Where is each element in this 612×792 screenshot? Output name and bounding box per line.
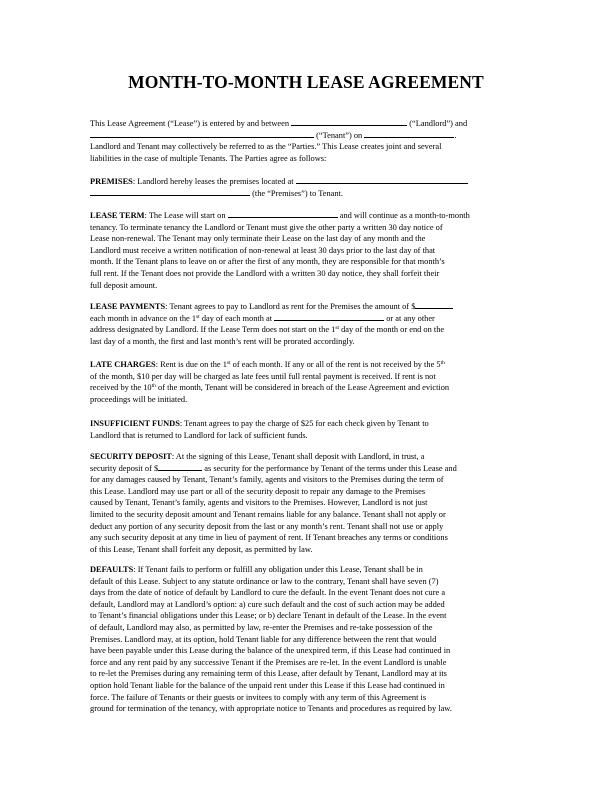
ordinal-suffix: th — [151, 383, 156, 390]
defaults-text: : If Tenant fails to perform or fulfill any obligation under this Lease, Tenant shall be in — [133, 565, 423, 574]
landlord-name-field[interactable] — [291, 118, 407, 126]
defaults-text: Premises. Landlord may, at its option, hold Tenant liable for any difference between the rent that would — [90, 634, 437, 644]
security-deposit-text: as security for the performance by Tenant of the terms under this Lease and — [202, 463, 457, 473]
defaults-text: to Tenant’s financial obligations under this Lease; or b) declare Tenant in default of the Lease. In the event — [90, 611, 447, 621]
lease-start-date-field[interactable] — [228, 210, 338, 218]
lease-payments-text: or at any other — [386, 313, 435, 323]
intro-text: liabilities in the case of multiple Tenants. The Parties agree as follows: — [90, 153, 327, 163]
late-charges-text: of each month. If any or all of the rent is not received by the 5 — [230, 360, 441, 369]
deposit-amount-field[interactable] — [158, 463, 202, 471]
lease-payments-text: day of the month or end on the — [339, 325, 445, 335]
insufficient-funds-heading: INSUFFICIENT FUNDS — [90, 419, 180, 428]
lease-term-text: and will continue as a month-to-month — [339, 211, 470, 220]
security-deposit-text: : At the signing of this Lease, Tenant shall deposit with Landlord, in trust, a — [171, 452, 425, 461]
defaults-text: force and any rent paid by any successive Tenant if the Premises are re-let. In the event Landlord is unable — [90, 657, 447, 667]
late-charges-text: of the month, $10 per day will be charged as late fees until full rental payment is received. If rent is not — [90, 371, 436, 381]
ordinal-suffix: st — [335, 325, 339, 332]
defaults-text: of default, Landlord may also, as permitted by law, re-enter the Premises and re-take possession of the — [90, 622, 433, 632]
lease-term-section — [90, 210, 530, 291]
lease-term-text: Landlord must receive a written notification of non-renewal at least 30 days prior to the last day of that — [90, 245, 436, 255]
premises-text: (the “Premises”) to Tenant. — [252, 188, 343, 198]
defaults-heading: DEFAULTS — [90, 565, 134, 574]
defaults-text: option hold Tenant liable for the balance of the unpaid rent under this Lease if this Lease had continued in — [90, 680, 445, 690]
intro-paragraph — [90, 118, 530, 164]
premises-address-field[interactable] — [296, 176, 468, 184]
security-deposit-text: limited to the security deposit amount and Tenant remains liable for any balance. Tenant shall not apply or — [90, 509, 446, 519]
defaults-text: days from the date of notice of default by Landlord to cure the default. In the event Tenant does not cure a — [90, 588, 446, 598]
security-deposit-text: for any damages caused by Tenant, Tenant’s family, agents and visitors to the Premises during the term of — [90, 475, 444, 485]
lease-payments-text: last day of a month, the first and last month’s rent will be prorated accordingly. — [90, 336, 355, 346]
defaults-text: ground for termination of the tenancy, with appropriate notice to Tenants and procedures as required by law. — [90, 704, 452, 714]
insufficient-funds-text: : Tenant agrees to pay the charge of $25 for each check given by Tenant to — [179, 419, 429, 428]
defaults-section — [90, 564, 530, 715]
premises-section — [90, 176, 530, 199]
ordinal-suffix: st — [226, 360, 231, 366]
intro-text: (“Tenant”) on — [316, 130, 363, 140]
late-charges-text: proceedings will be initiated. — [90, 394, 188, 404]
security-deposit-text: any such security deposit at any time in lieu of payment of rent. If Tenant breaches any terms or conditions — [90, 533, 448, 543]
agreement-date-field[interactable] — [364, 130, 457, 140]
lease-term-text: tenancy. To terminate tenancy the Landlord or Tenant must give the other party a written 30 day notice of — [90, 222, 443, 232]
intro-text: This Lease Agreement (“Lease”) is entered by and between — [90, 119, 290, 128]
security-deposit-text: caused by Tenant, Tenant’s family, agents and visitors to the Premises. However, Landlord is not just — [90, 498, 428, 508]
lease-payments-heading: LEASE PAYMENTS — [90, 302, 166, 311]
document-title: MONTH-TO-MONTH LEASE AGREEMENT — [128, 72, 484, 92]
intro-text: (“Landlord”) and — [409, 119, 468, 128]
security-deposit-text: deduct any portion of any security deposit from the last or any month’s rent. Tenant shall not use or apply — [90, 521, 444, 531]
defaults-text: force. The failure of Tenants or their guests or invitees to comply with any term of this Agreement is — [90, 692, 427, 702]
lease-payments-text: each month in advance on the 1 — [90, 313, 197, 323]
lease-payments-text: : Tenant agrees to pay to Landlord as rent for the Premises the amount of $ — [165, 302, 416, 311]
lease-payments-section — [90, 301, 530, 347]
security-deposit-text: security deposit of $ — [90, 463, 159, 473]
late-charges-text: received by the 10 — [90, 383, 152, 393]
defaults-text: default of this Lease. Subject to any statute ordinance or law to the contrary, Tenant shall have seven (7) — [90, 576, 439, 586]
intro-text: Landlord and Tenant may collectively be referred to as the “Parties.” This Lease creates joint and several — [90, 142, 442, 152]
payment-address-field[interactable] — [274, 313, 384, 321]
ordinal-suffix: th — [440, 360, 445, 366]
lease-term-text: : The Lease will start on — [144, 211, 226, 220]
lease-term-heading: LEASE TERM — [90, 211, 145, 220]
security-deposit-text: this Lease. Landlord may use part or all of the security deposit to repair any damage to the Premises — [90, 486, 426, 496]
lease-term-text: month. If the Tenant plans to leave on or after the first of any month, they are responsible for that month’s — [90, 257, 445, 267]
ordinal-suffix: st — [196, 313, 200, 320]
insufficient-funds-text: Landlord that is returned to Landlord for lack of sufficient funds. — [90, 430, 308, 440]
lease-term-text: Lease non-renewal. The Tenant may only terminate their Lease on the last day of any month and the — [90, 234, 426, 244]
late-charges-section — [90, 359, 530, 405]
lease-term-text: full rent. If the Tenant does not provide the Landlord with a written 30 day notice, they shall forfeit their — [90, 268, 440, 278]
rent-amount-field[interactable] — [415, 301, 453, 309]
lease-term-text: full deposit amount. — [90, 280, 158, 290]
premises-text: : Landlord hereby leases the premises located at — [132, 177, 294, 186]
defaults-text: to re-let the Premises during any remaining term of this Lease, after default by Tenant, Landlord may at its — [90, 669, 447, 679]
intro-text: . — [454, 130, 457, 140]
tenant-name-field[interactable] — [90, 130, 314, 138]
premises-address-field-2[interactable] — [90, 188, 250, 196]
late-charges-heading: LATE CHARGES — [90, 360, 156, 369]
lease-payments-text: day of each month at — [199, 313, 273, 323]
late-charges-text: of the month, Tenant will be considered in breach of the Lease Agreement and eviction — [155, 383, 450, 393]
insufficient-funds-section — [90, 418, 530, 441]
late-charges-text: : Rent is due on the 1 — [155, 360, 227, 369]
premises-heading: PREMISES — [90, 177, 133, 186]
defaults-text: default, Landlord may at Landlord’s option: a) cure such default and the cost of such action may be added — [90, 599, 445, 609]
security-deposit-section — [90, 451, 530, 555]
security-deposit-heading: SECURITY DEPOSIT — [90, 452, 172, 461]
defaults-text: have been payable under this Lease during the balance of the unexpired term, if this Lease had continued in — [90, 646, 451, 656]
security-deposit-text: of this Lease, Tenant shall forfeit any deposit, as permitted by law. — [90, 544, 313, 554]
lease-payments-text: address designated by Landlord. If the Lease Term does not start on the 1 — [90, 325, 336, 335]
